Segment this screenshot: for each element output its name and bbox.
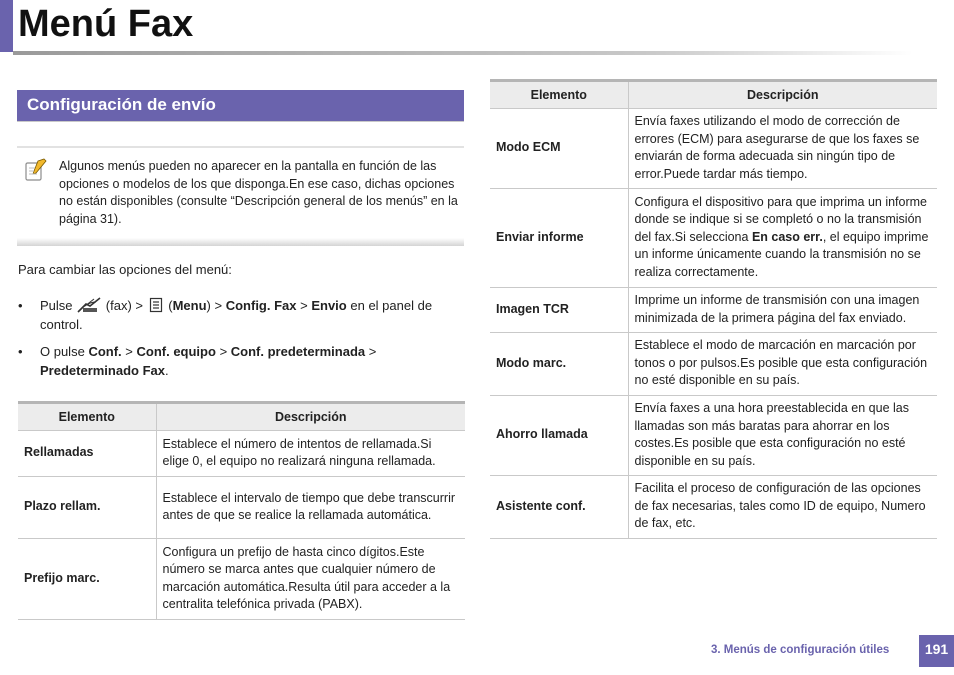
- table-row: [490, 333, 937, 396]
- table-row: [490, 189, 937, 288]
- row-description: Configura el dispositivo para que imprima un informe donde se indique si se completó o no la transmisión del fax.Si selecciona En caso err., el equipo imprime un informe únicamente cuando la transmisión no se realiza correctamente.: [628, 189, 937, 288]
- footer-chapter: 3. Menús de configuración útiles: [711, 644, 890, 656]
- settings-table-left: [18, 401, 465, 620]
- row-item: Rellamadas: [18, 431, 156, 477]
- column-header-description: Descripción: [628, 81, 937, 109]
- row-item: Ahorro llamada: [490, 396, 628, 476]
- title-divider: [13, 51, 913, 55]
- row-description: Establece el modo de marcación en marcación por tonos o por pulsos.Es posible que esta configuración no esté disponible en su país.: [628, 333, 937, 396]
- row-description: Configura un prefijo de hasta cinco dígitos.Este número se marca antes que cualquier número de marcación automática.Resulta útil para acceder a la centralita telefónica privada (PABX).: [156, 539, 465, 620]
- row-description: Envía faxes a una hora preestablecida en que las llamadas son más baratas para ahorrar en los costes.Es posible que esta configuración no esté disponible en su país.: [628, 396, 937, 476]
- table-row: [490, 396, 937, 476]
- row-item: Prefijo marc.: [18, 539, 156, 620]
- page-number: 191: [919, 635, 954, 667]
- row-description: Establece el número de intentos de rellamada.Si elige 0, el equipo no realizará ninguna rellamada.: [156, 431, 465, 477]
- row-item: Enviar informe: [490, 189, 628, 288]
- menu-icon: [149, 297, 163, 313]
- row-item: Imagen TCR: [490, 288, 628, 333]
- intro-text: Para cambiar las opciones del menú:: [18, 262, 232, 277]
- list-item: • O pulse Conf. > Conf. equipo > Conf. predeterminada > Predeterminado Fax.: [18, 344, 377, 378]
- note-text: Algunos menús pueden no aparecer en la pantalla en función de las opciones o modelos de los que disponga.En ese caso, dichas opciones no están disponibles (consulte “Descripción general de los menús” en la página 31).: [59, 159, 458, 226]
- column-header-item: Elemento: [490, 81, 628, 109]
- column-header-description: Descripción: [156, 403, 465, 431]
- row-description: Facilita el proceso de configuración de las opciones de fax necesarias, tales como ID de equipo, Numero de fax, etc.: [628, 476, 937, 539]
- row-item: Modo marc.: [490, 333, 628, 396]
- instruction-list: [18, 296, 463, 388]
- note-icon: [25, 158, 47, 182]
- settings-table-right: [490, 79, 937, 539]
- column-header-item: Elemento: [18, 403, 156, 431]
- row-item: Plazo rellam.: [18, 477, 156, 539]
- note-bottom-rule: [17, 238, 464, 246]
- page-title: Menú Fax: [18, 3, 194, 45]
- fax-icon: [76, 296, 102, 314]
- table-row: [490, 476, 937, 539]
- section-heading: Configuración de envío: [17, 90, 464, 122]
- table-row: [18, 431, 465, 477]
- row-item: Asistente conf.: [490, 476, 628, 539]
- note-box: [17, 146, 464, 246]
- row-description: Envía faxes utilizando el modo de corrección de errores (ECM) para asegurarse de que los faxes se enviarán de forma adecuada sin ningún tipo de error.Puede tardar más tiempo.: [628, 109, 937, 189]
- row-description: Establece el intervalo de tiempo que debe transcurrir antes de que se realice la rellamada automática.: [156, 477, 465, 539]
- table-row: [490, 109, 937, 189]
- table-row: [490, 288, 937, 333]
- row-description: Imprime un informe de transmisión con una imagen minimizada de la primera página del fax enviado.: [628, 288, 937, 333]
- table-row: [18, 539, 465, 620]
- header-accent-bar: [0, 0, 13, 52]
- list-item: • Pulse (fax) > (Menu) > Config. Fax > Envio en el panel de control.: [18, 298, 433, 332]
- table-row: [18, 477, 465, 539]
- row-item: Modo ECM: [490, 109, 628, 189]
